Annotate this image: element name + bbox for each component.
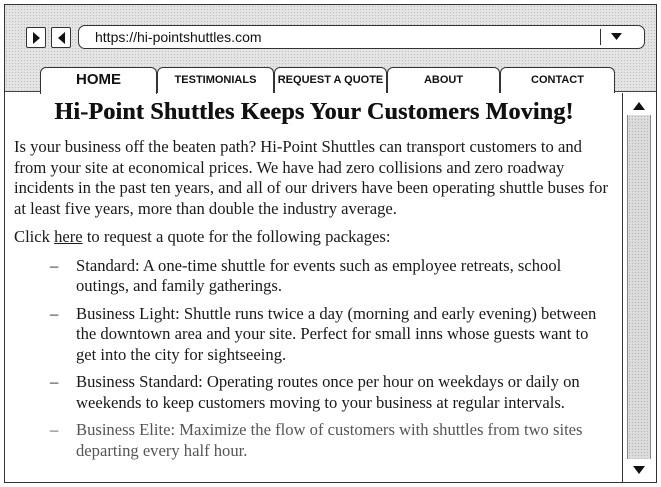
list-item — [14, 256, 614, 297]
address-url[interactable]: https://hi-pointshuttles.com — [95, 29, 262, 45]
dropdown-arrow-icon[interactable] — [611, 33, 622, 40]
browser-toolbar — [5, 5, 656, 92]
address-bar[interactable] — [78, 25, 645, 49]
page-title: Hi-Point Shuttles Keeps Your Customers Moving! — [54, 99, 574, 125]
tab-testimonials[interactable]: TESTIMONIALS — [157, 67, 274, 93]
package-text: Business Light: Shuttle runs twice a day (morning and early evening) between the downtown area and your site. Perfect for small inns whose guests want to get into the city for sightseeing. — [76, 303, 597, 364]
package-list — [14, 256, 614, 462]
list-dash: – — [50, 420, 59, 439]
tab-contact[interactable]: CONTACT — [500, 67, 615, 93]
scroll-down-arrow-icon[interactable] — [633, 466, 645, 474]
request-quote-link[interactable]: here — [54, 227, 83, 246]
scroll-track[interactable] — [627, 115, 651, 459]
intro-paragraph: Is your business off the beaten path? Hi-Point Shuttles can transport customers to and from your site at economical prices. We have had zero collisions and zero roadway incidents in the past ten years, and all of our drivers have been operating shuttle buses for at least five years, more than double the industry average. — [14, 137, 608, 218]
tab-home[interactable]: HOME — [40, 67, 157, 94]
quote-prefix: Click — [14, 227, 55, 246]
quote-paragraph — [14, 227, 614, 248]
quote-suffix: to request a quote for the following packages: — [82, 227, 391, 246]
page-content — [5, 93, 622, 483]
forward-button[interactable] — [26, 27, 46, 48]
list-item — [14, 420, 614, 461]
scroll-up-arrow-icon[interactable] — [633, 102, 645, 110]
browser-window — [4, 4, 657, 483]
list-item — [14, 372, 614, 413]
vertical-scrollbar[interactable] — [622, 93, 656, 483]
tab-request-a-quote[interactable]: REQUEST A QUOTE — [274, 67, 387, 93]
package-text: Business Standard: Operating routes once per hour on weekdays or daily on weekends to keep customers moving to your business at regular intervals. — [76, 372, 580, 412]
back-arrow-icon — [57, 32, 66, 44]
list-dash: – — [50, 255, 59, 275]
list-item — [14, 304, 614, 366]
package-text: Business Elite: Maximize the flow of customers with shuttles from two sites departing every half hour. — [76, 420, 583, 460]
address-divider — [600, 29, 601, 45]
package-text: Standard: A one-time shuttle for events such as employee retreats, school outings, and family gatherings. — [76, 255, 562, 295]
back-button[interactable] — [51, 27, 71, 48]
tab-about[interactable]: ABOUT — [387, 67, 500, 93]
list-dash: – — [50, 372, 59, 391]
forward-arrow-icon — [32, 32, 41, 44]
list-dash: – — [50, 303, 59, 323]
